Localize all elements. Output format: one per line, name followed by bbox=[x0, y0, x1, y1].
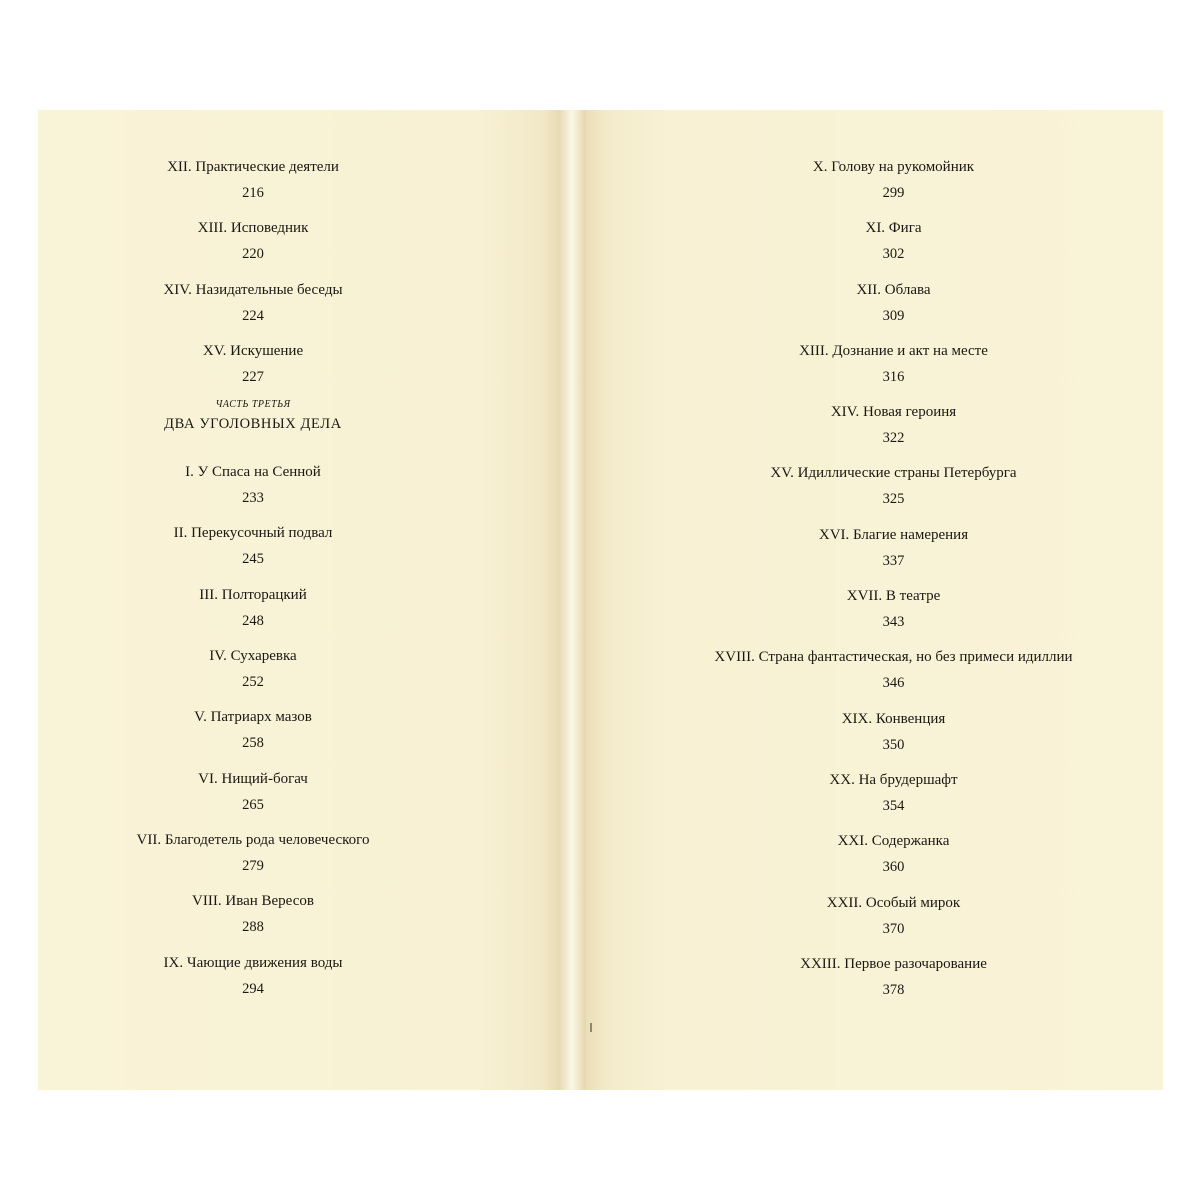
toc-entry-title: IV. Сухаревка bbox=[209, 648, 297, 665]
toc-entry bbox=[666, 399, 1121, 460]
toc-entry-title: XII. Практические деятели bbox=[167, 159, 339, 175]
toc-entry-page: 337 bbox=[882, 552, 905, 569]
toc-entry-title: I. У Спаса на Сенной bbox=[185, 464, 321, 481]
toc-entry bbox=[98, 582, 408, 643]
toc-entry bbox=[666, 522, 1121, 583]
toc-entry bbox=[666, 277, 1121, 338]
toc-entry-page: 370 bbox=[882, 920, 905, 937]
toc-entry-title: VIII. Иван Вересов bbox=[192, 893, 314, 910]
toc-entry bbox=[666, 890, 1121, 951]
toc-entry-page: 245 bbox=[242, 551, 264, 568]
toc-entry-title: IX. Чающие движения воды bbox=[163, 954, 343, 971]
toc-entry-page: 299 bbox=[882, 185, 905, 201]
toc-entry-page: 227 bbox=[242, 368, 264, 385]
toc-entry-page: 354 bbox=[882, 797, 905, 814]
toc-entry-title: XIII. Дознание и акт на месте bbox=[799, 342, 988, 359]
toc-entry-title: XXIII. Первое разочарование bbox=[800, 955, 987, 972]
toc-entry bbox=[98, 277, 408, 338]
toc-entry-page: 294 bbox=[242, 980, 264, 997]
toc-entry-title: XII. Облава bbox=[856, 281, 931, 298]
toc-entry-page: 360 bbox=[882, 859, 905, 876]
toc-entry bbox=[98, 704, 408, 765]
toc-entry-title: XXII. Особый мирок bbox=[826, 894, 961, 911]
part-label: ЧАСТЬ ТРЕТЬЯ bbox=[215, 399, 291, 411]
toc-entry-page: 233 bbox=[242, 490, 264, 507]
toc-entry-title: XI. Фига bbox=[865, 220, 922, 237]
toc-entry-page: 316 bbox=[882, 368, 905, 385]
part-heading bbox=[98, 397, 408, 459]
right-page bbox=[586, 110, 1163, 1090]
toc-entry-page: 224 bbox=[242, 307, 264, 324]
toc-entry-title: VI. Нищий-богач bbox=[198, 770, 308, 787]
toc-entry bbox=[666, 154, 1121, 215]
toc-entry bbox=[666, 215, 1121, 276]
toc-entry-title: XVIII. Страна фантастическая, но без примеси идиллии bbox=[714, 649, 1073, 666]
toc-entry-page: 309 bbox=[882, 307, 905, 324]
toc-entry-page: 378 bbox=[882, 981, 905, 998]
toc-entry bbox=[98, 643, 408, 704]
left-page bbox=[38, 110, 558, 1090]
toc-entry bbox=[666, 828, 1121, 889]
toc-entry-title: XIV. Новая героиня bbox=[830, 404, 957, 421]
toc-entry-page: 265 bbox=[242, 796, 264, 813]
toc-entry bbox=[98, 520, 408, 581]
toc-entry-page: 322 bbox=[882, 430, 905, 447]
toc-entry-title: V. Патриарх мазов bbox=[194, 709, 312, 726]
toc-entry bbox=[98, 766, 408, 827]
toc-entry-title: XV. Искушение bbox=[202, 342, 304, 359]
left-toc bbox=[98, 154, 408, 1011]
toc-entry-page: 216 bbox=[242, 185, 264, 201]
toc-entry-title: III. Полторацкий bbox=[199, 586, 307, 603]
toc-entry-page: 279 bbox=[242, 857, 264, 874]
toc-entry-page: 258 bbox=[242, 735, 264, 752]
toc-entry-page: 248 bbox=[242, 612, 264, 629]
toc-entry-page: 302 bbox=[882, 246, 905, 263]
toc-entry-page: 325 bbox=[882, 491, 905, 508]
toc-entry bbox=[98, 215, 408, 276]
toc-entry-page: 350 bbox=[882, 736, 905, 753]
toc-entry bbox=[666, 583, 1121, 644]
part-title: ДВА УГОЛОВНЫХ ДЕЛА bbox=[164, 416, 342, 433]
toc-entry-page: 346 bbox=[882, 675, 905, 692]
toc-entry-title: XXI. Содержанка bbox=[837, 833, 950, 850]
toc-entry-title: XIV. Назидательные беседы bbox=[163, 281, 343, 298]
toc-entry-title: X. Голову на рукомойник bbox=[812, 159, 975, 175]
toc-entry bbox=[98, 459, 408, 520]
toc-entry-title: VII. Благодетель рода человеческого bbox=[136, 831, 370, 848]
toc-entry bbox=[98, 888, 408, 949]
toc-entry bbox=[666, 644, 1121, 705]
toc-entry bbox=[98, 827, 408, 888]
toc-entry-title: XV. Идиллические страны Петербурга bbox=[770, 465, 1017, 482]
toc-entry bbox=[666, 706, 1121, 767]
paper-speck bbox=[590, 1023, 592, 1032]
toc-entry-title: XIX. Конвенция bbox=[841, 710, 946, 727]
toc-entry-page: 288 bbox=[242, 919, 264, 936]
toc-entry-title: XIII. Исповедник bbox=[197, 220, 309, 237]
book-spread bbox=[38, 110, 1163, 1090]
toc-entry-page: 343 bbox=[882, 614, 905, 631]
toc-entry-page: 252 bbox=[242, 674, 264, 691]
toc-entry bbox=[666, 338, 1121, 399]
toc-entry bbox=[666, 460, 1121, 521]
toc-entry-title: II. Перекусочный подвал bbox=[173, 525, 333, 542]
toc-entry-title: XVII. В театре bbox=[846, 588, 941, 605]
toc-entry-title: XX. На брудершафт bbox=[829, 771, 958, 788]
toc-entry bbox=[98, 338, 408, 399]
toc-entry-page: 220 bbox=[242, 246, 264, 263]
toc-entry bbox=[98, 950, 408, 1011]
toc-entry bbox=[666, 767, 1121, 828]
toc-entry bbox=[98, 154, 408, 215]
toc-entry bbox=[666, 951, 1121, 1012]
toc-entry-title: XVI. Благие намерения bbox=[818, 526, 969, 543]
right-toc bbox=[666, 154, 1121, 1012]
book-gutter bbox=[558, 110, 586, 1090]
